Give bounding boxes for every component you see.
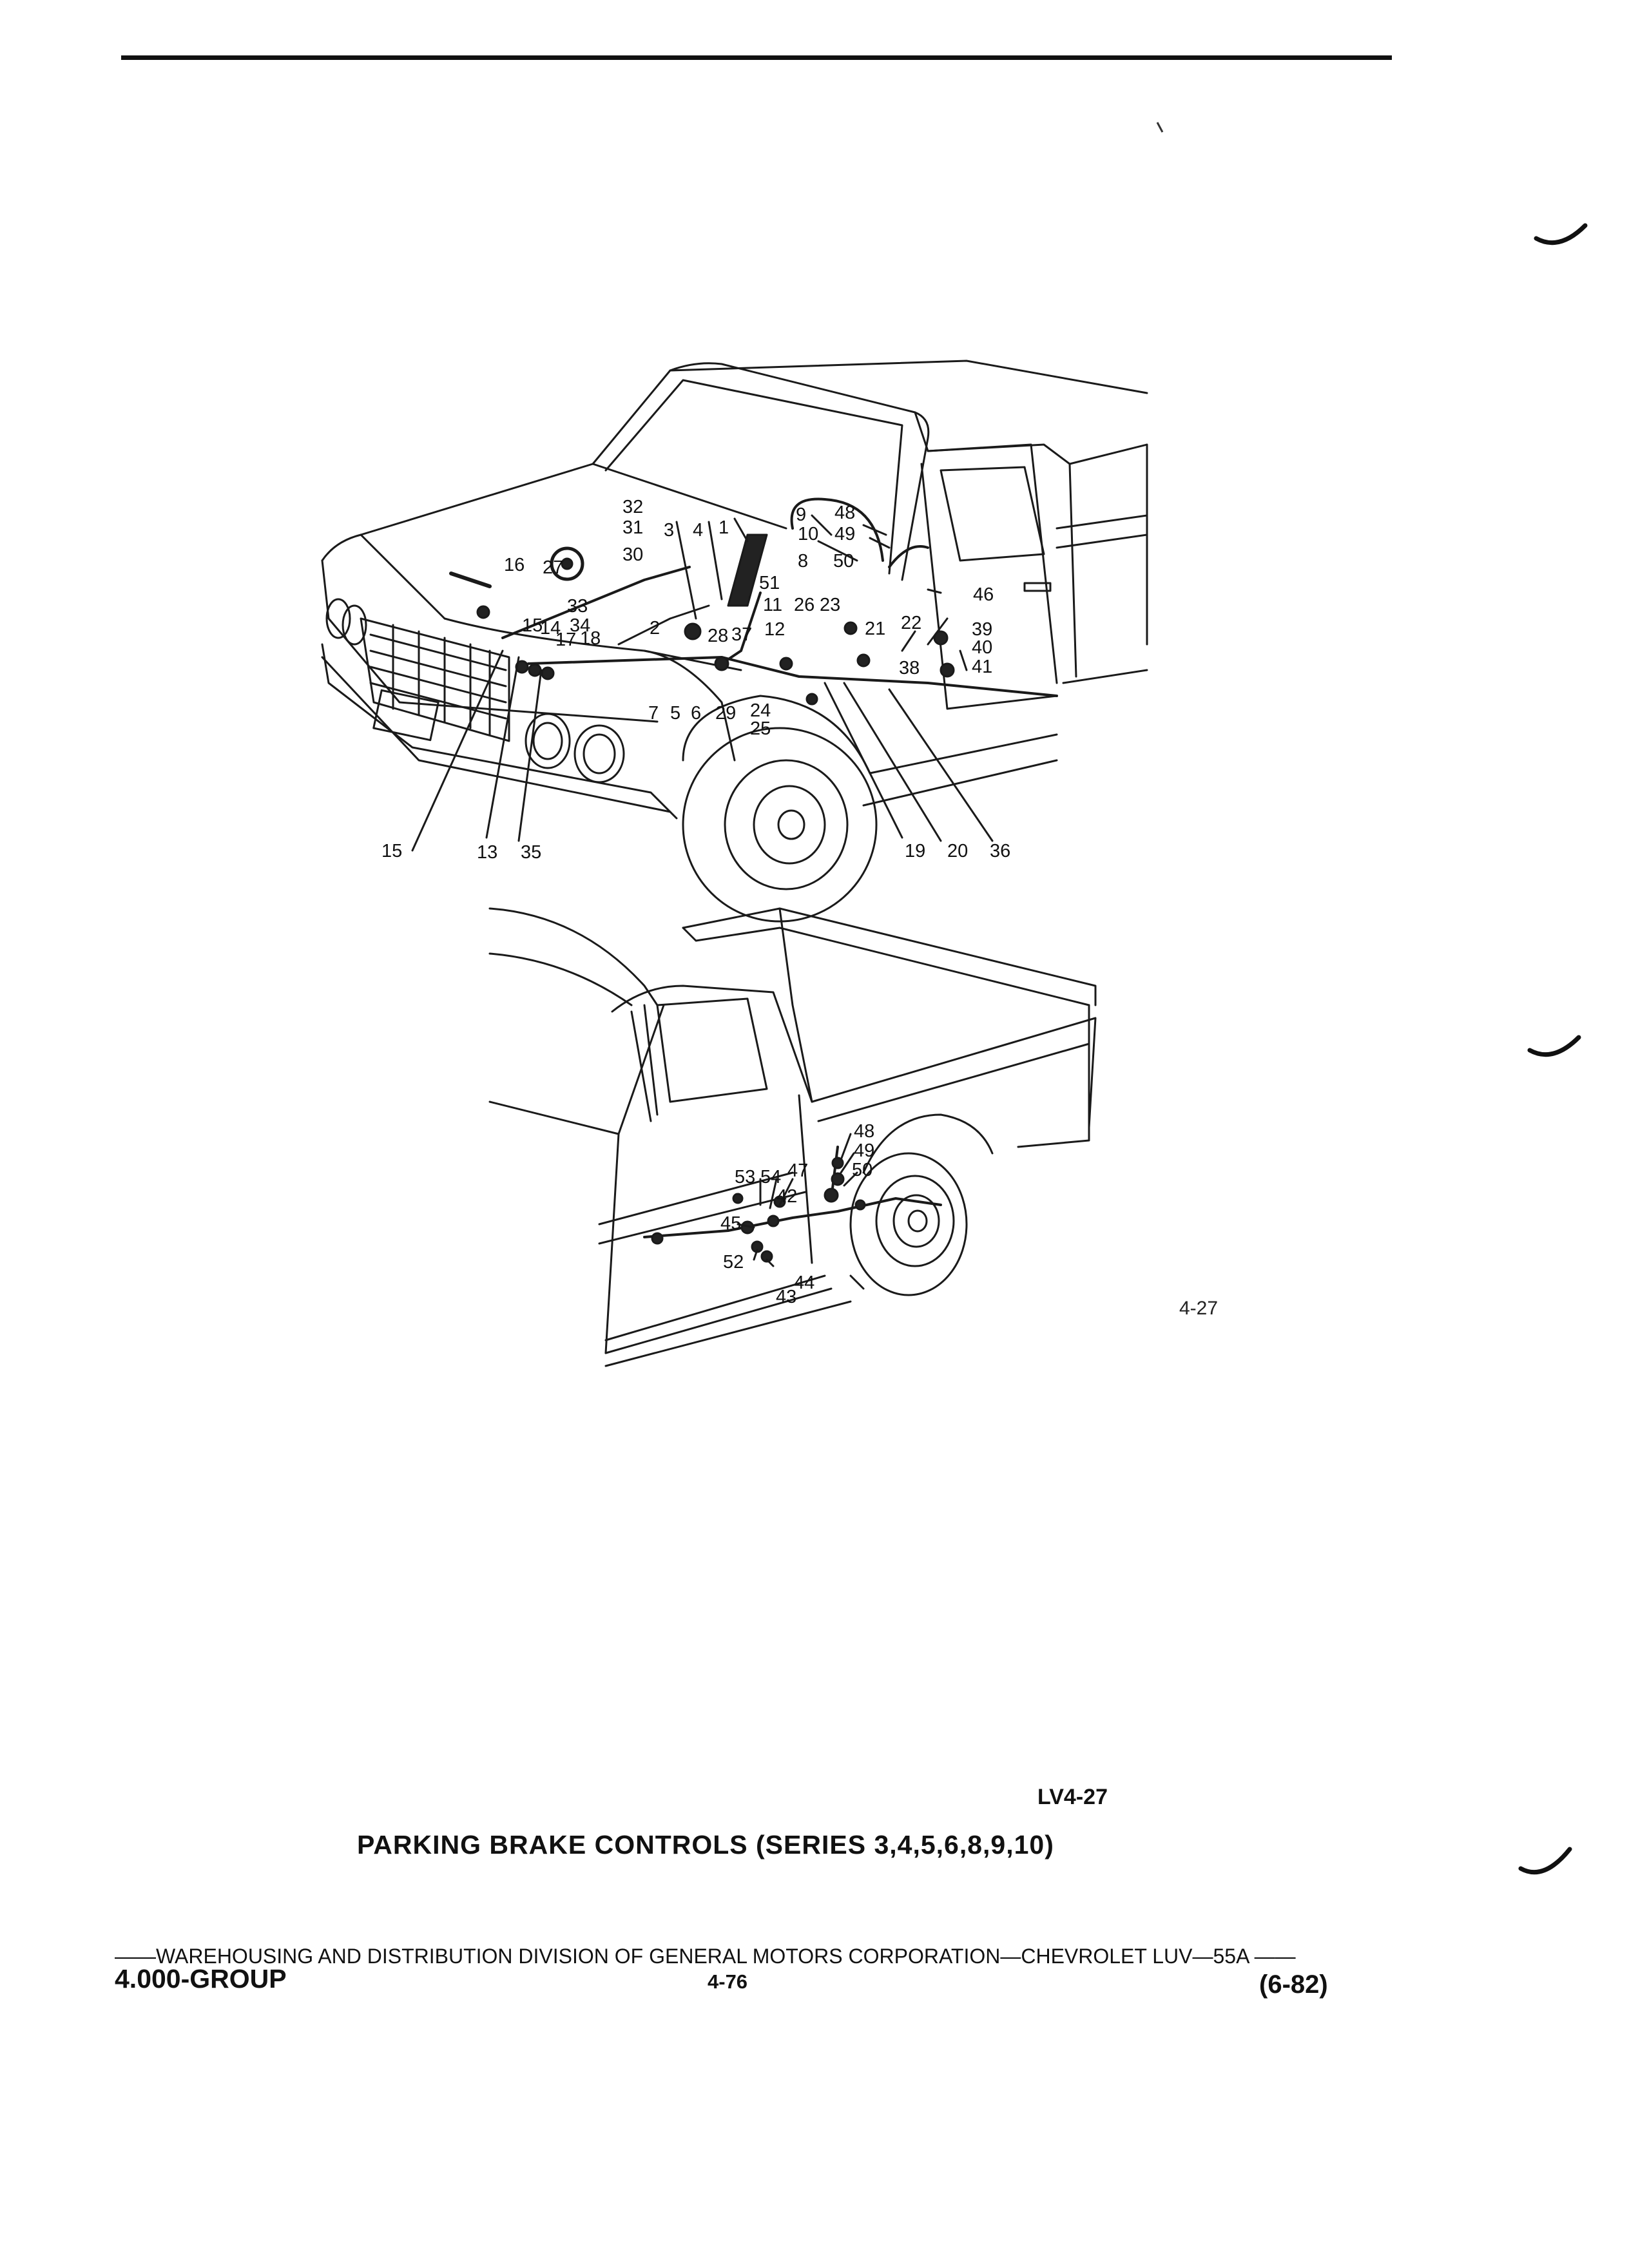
figure-number: 4-27 — [1179, 1298, 1219, 1319]
callout: 53 — [735, 1167, 756, 1187]
upper-callouts — [381, 497, 1010, 863]
callout: 8 — [798, 551, 809, 572]
callout: 34 — [570, 615, 591, 636]
callout: 27 — [543, 557, 564, 578]
footer-date: (6-82) — [1259, 1970, 1328, 1999]
callout: 52 — [723, 1252, 744, 1273]
scan-mark — [1536, 226, 1585, 243]
callout: 7 — [648, 703, 659, 724]
callout: 30 — [622, 544, 644, 565]
callout: 10 — [798, 524, 819, 544]
callout: 11 — [763, 595, 783, 615]
callout: 20 — [947, 841, 969, 861]
callout: 47 — [787, 1160, 809, 1181]
callout: 13 — [477, 842, 498, 863]
callout: 14 — [540, 618, 561, 639]
callout: 31 — [622, 517, 644, 538]
figure-caption: PARKING BRAKE CONTROLS (SERIES 3,4,5,6,8,9,10) — [357, 1830, 1054, 1860]
callout: 18 — [580, 628, 601, 649]
callout: 48 — [834, 503, 856, 523]
callout: 38 — [899, 658, 920, 678]
callout: 3 — [664, 520, 675, 541]
callout: 2 — [650, 618, 660, 639]
footer-page-number: 4-76 — [708, 1970, 748, 1993]
callout: 16 — [504, 555, 525, 575]
callout: 23 — [820, 595, 841, 615]
callout: 9 — [796, 505, 807, 525]
callout: 42 — [776, 1186, 798, 1207]
callout: 41 — [972, 657, 993, 677]
callout: 28 — [708, 626, 729, 646]
callout: 46 — [973, 584, 994, 605]
callout: 37 — [731, 624, 753, 645]
callout: 51 — [759, 573, 780, 593]
scan-mark — [1521, 1849, 1570, 1872]
callout: 33 — [567, 596, 588, 617]
callout: 6 — [691, 703, 702, 724]
callout: 29 — [715, 703, 737, 724]
callout: 48 — [854, 1121, 875, 1142]
callout: 50 — [852, 1160, 873, 1180]
callout: 1 — [718, 517, 729, 538]
callout: 12 — [764, 619, 786, 640]
scan-mark — [1157, 122, 1162, 132]
callout: 5 — [670, 703, 681, 724]
callout: 32 — [622, 497, 644, 517]
callout: 15 — [381, 841, 403, 861]
callout: 40 — [972, 637, 993, 658]
callout: 26 — [794, 595, 815, 615]
callout: 36 — [990, 841, 1011, 861]
callout: 44 — [794, 1273, 815, 1293]
callout: 19 — [905, 841, 926, 861]
footer-publisher-line: ——WAREHOUSING AND DISTRIBUTION DIVISION OF GENERAL MOTORS CORPORATION—CHEVROLET LUV—55A —— — [115, 1945, 1296, 1968]
callout: 21 — [865, 619, 886, 639]
scan-mark — [1530, 1037, 1579, 1055]
reference-code: LV4-27 — [1037, 1785, 1108, 1809]
callout: 24 — [750, 700, 771, 721]
callout: 15 — [522, 615, 543, 636]
callout: 45 — [720, 1213, 742, 1234]
callout: 49 — [834, 524, 856, 544]
footer-group: 4.000-GROUP — [115, 1964, 287, 1994]
callout: 35 — [521, 842, 542, 863]
callout: 49 — [854, 1140, 875, 1161]
callout: 50 — [833, 551, 854, 572]
callout: 25 — [750, 718, 771, 739]
callout: 43 — [776, 1287, 797, 1307]
callout: 39 — [972, 619, 993, 640]
callout: 17 — [555, 629, 577, 650]
callout: 54 — [760, 1167, 782, 1187]
callout: 22 — [901, 613, 922, 633]
callout: 4 — [693, 520, 704, 541]
